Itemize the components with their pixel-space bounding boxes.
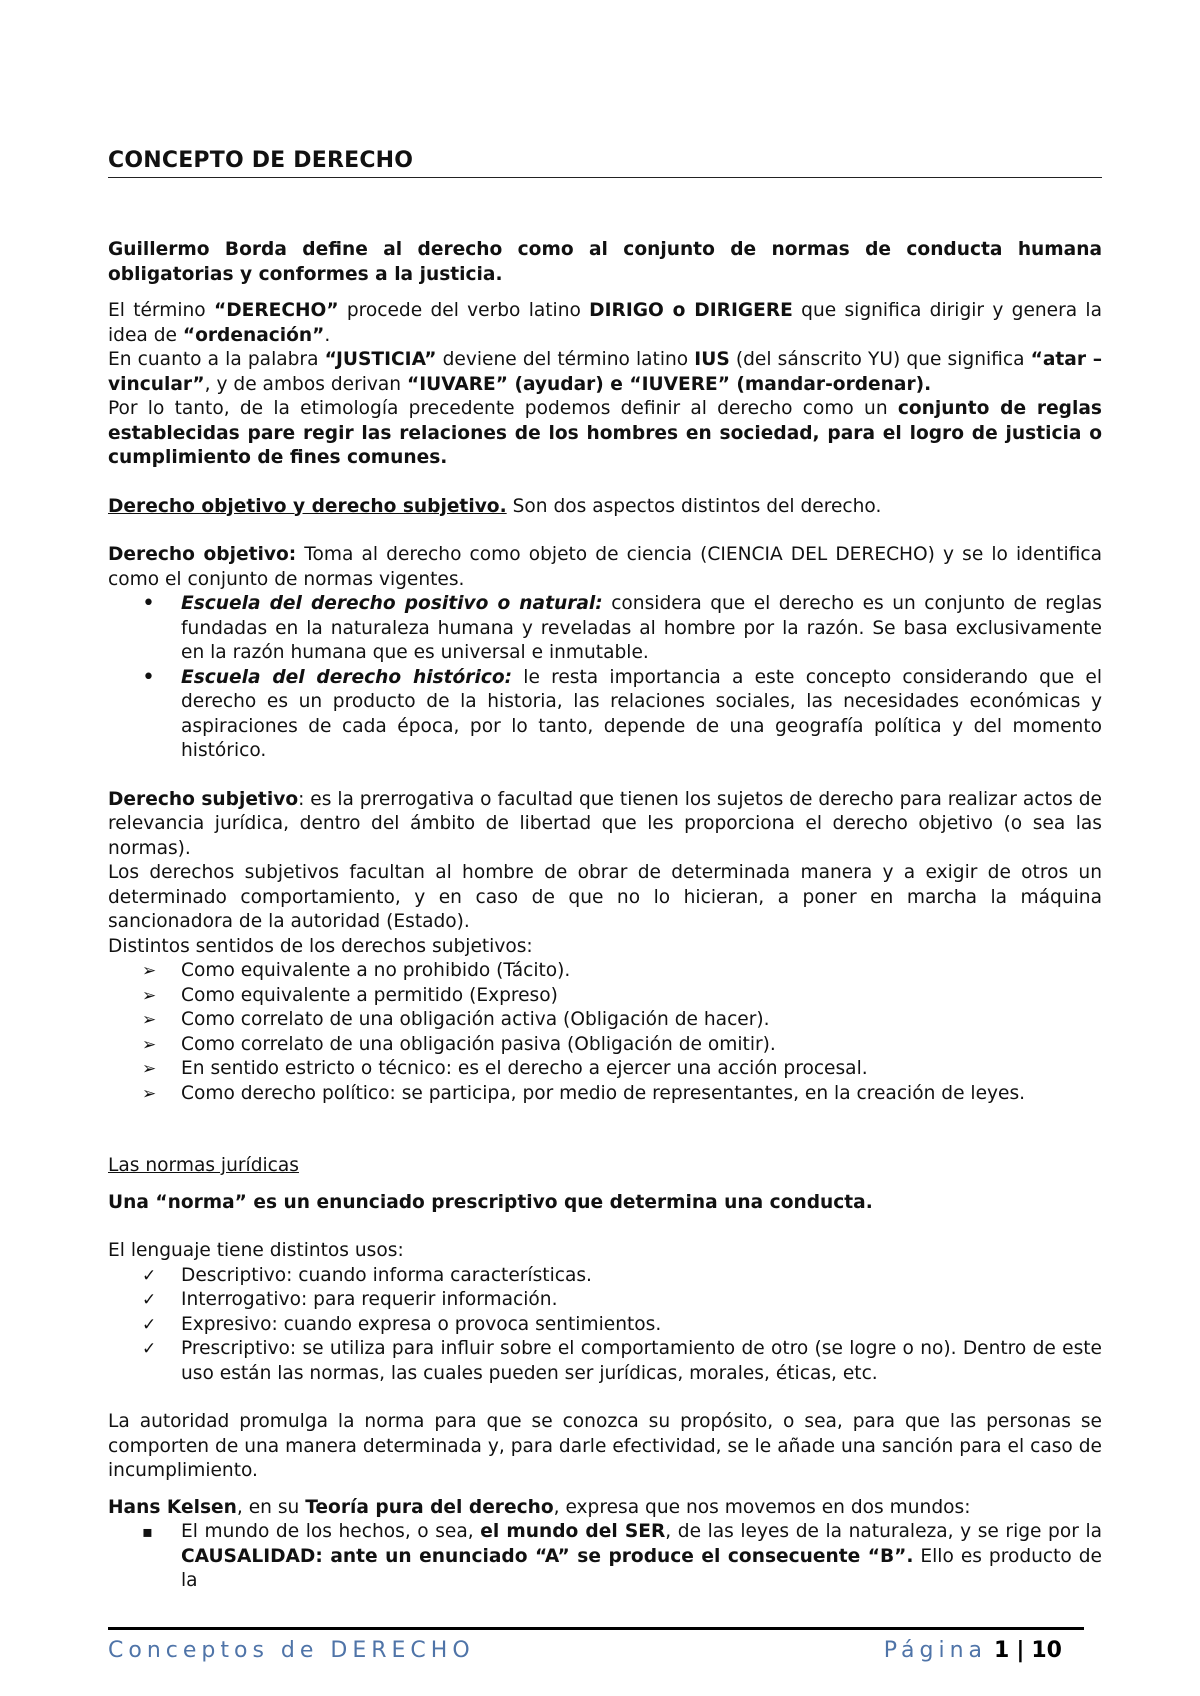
subjetivo-sentidos-intro: Distintos sentidos de los derechos subjetivos: — [108, 935, 533, 957]
page-footer — [108, 1627, 1084, 1663]
list-item: ✓ Descriptivo: cuando informa características. — [108, 1264, 1102, 1289]
justicia-etymology: En cuanto a la palabra “JUSTICIA” deviene del término latino IUS (del sánscrito YU) que significa “atar – vincular”, y de ambos derivan “IUVARE” (ayudar) e “IUVERE” (mandar-ordenar). — [108, 349, 1102, 395]
checkmark-icon — [142, 1313, 172, 1338]
arrow-bullet-icon — [142, 1008, 172, 1033]
list-item: ✓ Interrogativo: para requerir información. — [108, 1288, 1102, 1313]
borda-definition: Guillermo Borda define al derecho como al conjunto de normas de conducta humana obligatorias y conformes a la justicia. — [108, 239, 1102, 285]
list-item: • Escuela del derecho histórico: le resta importancia a este concepto considerando que el derecho es un producto de la historia, las relaciones sociales, las necesidades económicas y aspiraciones de cada época, por lo tanto, depende de una geografía política y del momento histórico. — [108, 666, 1102, 764]
derecho-definition: Por lo tanto, de la etimología precedente podemos definir al derecho como un conjunto de reglas establecidas pare regir las relaciones de los hombres en sociedad, para el logro de justicia o cumplimiento de fines comunes. — [108, 398, 1102, 468]
list-item: ➢ Como correlato de una obligación activa (Obligación de hacer). — [108, 1008, 1102, 1033]
usos-list — [108, 1264, 1102, 1387]
page-title: CONCEPTO DE DERECHO — [108, 148, 414, 173]
norma-definition: Una “norma” es un enunciado prescriptivo que determina una conducta. — [108, 1191, 873, 1213]
list-item: • Escuela del derecho positivo o natural: considera que el derecho es un conjunto de reglas fundadas en la naturaleza humana y reveladas al hombre por la razón. Se basa exclusivamente en la razón humana que es universal e inmutable. — [108, 592, 1102, 666]
list-item: ✓ Prescriptivo: se utiliza para influir sobre el comportamiento de otro (se logre o no). Dentro de este uso están las normas, las cuales pueden ser jurídicas, morales, éticas, etc. — [108, 1337, 1102, 1386]
obj-subj-paragraph: Derecho objetivo y derecho subjetivo. Son dos aspectos distintos del derecho. — [108, 495, 882, 517]
sentidos-list — [108, 959, 1102, 1106]
title-block — [108, 148, 1102, 178]
bullet-icon — [142, 666, 172, 692]
escuelas-list — [108, 592, 1102, 764]
list-item: ✓ Expresivo: cuando expresa o provoca sentimientos. — [108, 1313, 1102, 1338]
checkmark-icon — [142, 1264, 172, 1289]
subjetivo-facultades: Los derechos subjetivos facultan al hombre de obrar de determinada manera y a exigir de otros un determinado comportamiento, y en caso de que no lo hicieran, a poner en marcha la máquina sancionadora de la autoridad (Estado). — [108, 862, 1102, 932]
arrow-bullet-icon — [142, 959, 172, 984]
mundos-list — [108, 1520, 1102, 1594]
normas-heading: Las normas jurídicas — [108, 1155, 299, 1176]
obj-subj-heading: Derecho objetivo y derecho subjetivo. — [108, 495, 507, 517]
list-item: ➢ En sentido estricto o técnico: es el derecho a ejercer una acción procesal. — [108, 1057, 1102, 1082]
page-number: Página 1 | 10 — [883, 1638, 1062, 1663]
arrow-bullet-icon — [142, 984, 172, 1009]
list-item: ➢ Como derecho político: se participa, por medio de representantes, en la creación de leyes. — [108, 1082, 1102, 1107]
derecho-etymology: El término “DERECHO” procede del verbo latino DIRIGO o DIRIGERE que significa dirigir y genera la idea de “ordenación”. — [108, 300, 1102, 346]
list-item: ➢ Como equivalente a permitido (Expreso) — [108, 984, 1102, 1009]
square-bullet-icon — [142, 1520, 172, 1545]
arrow-bullet-icon — [142, 1033, 172, 1058]
list-item: ▪ El mundo de los hechos, o sea, el mundo del SER, de las leyes de la naturaleza, y se rige por la CAUSALIDAD: ante un enunciado “A” se produce el consecuente “B”. Ello es producto de la — [108, 1520, 1102, 1594]
lenguaje-intro: El lenguaje tiene distintos usos: — [108, 1240, 404, 1261]
autoridad-paragraph: La autoridad promulga la norma para que se conozca su propósito, o sea, para que las personas se comporten de una manera determinada y, para darle efectividad, se le añade una sanción para el caso de incumplimiento. — [108, 1411, 1102, 1481]
document-body — [108, 238, 1102, 1594]
arrow-bullet-icon — [142, 1057, 172, 1082]
kelsen-paragraph: Hans Kelsen, en su Teoría pura del derecho, expresa que nos movemos en dos mundos: — [108, 1496, 971, 1518]
bullet-icon — [142, 592, 172, 618]
checkmark-icon — [142, 1337, 172, 1362]
derecho-objetivo-paragraph: Derecho objetivo: Toma al derecho como objeto de ciencia (CIENCIA DEL DERECHO) y se lo identifica como el conjunto de normas vigentes. — [108, 544, 1102, 590]
list-item: ➢ Como correlato de una obligación pasiva (Obligación de omitir). — [108, 1033, 1102, 1058]
checkmark-icon — [142, 1288, 172, 1313]
footer-title: Conceptos de DERECHO — [108, 1638, 475, 1663]
derecho-subjetivo-paragraph: Derecho subjetivo: es la prerrogativa o facultad que tienen los sujetos de derecho para realizar actos de relevancia jurídica, dentro del ámbito de libertad que les proporciona el derecho objetivo (o sea las normas). — [108, 788, 1102, 859]
arrow-bullet-icon — [142, 1082, 172, 1107]
list-item: ➢ Como equivalente a no prohibido (Tácito). — [108, 959, 1102, 984]
